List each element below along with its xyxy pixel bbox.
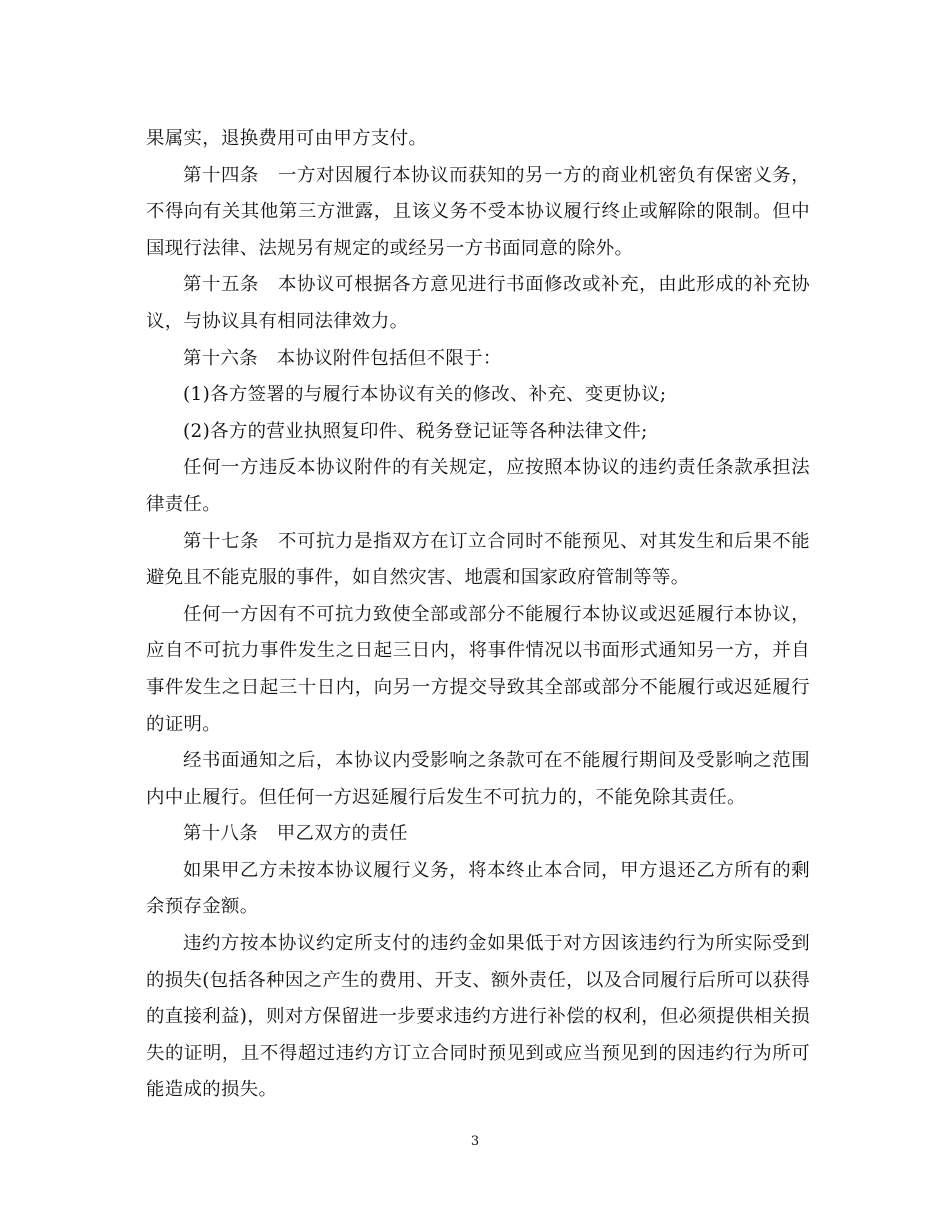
paragraph-continuation: 果属实，退换费用可由甲方支付。 [146, 128, 428, 149]
paragraph-attachment-liability: 任何一方违反本协议附件的有关规定，应按照本协议的违约责任条款承担法律责任。 [146, 457, 810, 515]
paragraph-force-majeure-notice: 任何一方因有不可抗力致使全部或部分不能履行本协议或迟延履行本协议，应自不可抗力事件发生之日起三日内，将事件情况以书面形式通知另一方，并自事件发生之日起三十日内，向另一方提交导致其全部或部分不能履行或迟延履行的证明。 [146, 603, 810, 735]
paragraph-article-18: 第十八条 甲乙双方的责任 [183, 823, 408, 845]
paragraph-article-16: 第十六条 本协议附件包括但不限于： [183, 347, 502, 369]
list-item-attachment-2: (2)各方的营业执照复印件、税务登记证等各种法律文件; [183, 420, 648, 442]
paragraph-article-15: 第十五条 本协议可根据各方意见进行书面修改或补充，由此形成的补充协议，与协议具有相同法律效力。 [146, 274, 810, 332]
paragraph-termination: 如果甲乙方未按本协议履行义务，将本终止本合同，甲方退还乙方所有的剩余预存金额。 [146, 859, 810, 918]
paragraph-force-majeure-suspension: 经书面通知之后，本协议内受影响之条款可在不能履行期间及受影响之范围内中止履行。但任何一方迟延履行后发生不可抗力的，不能免除其责任。 [146, 750, 810, 808]
paragraph-article-14: 第十四条 一方对因履行本协议而获知的另一方的商业机密负有保密义务，不得向有关其他第三方泄露，且该义务不受本协议履行终止或解除的限制。但中国现行法律、法规另有规定的或经另一方书面同意的除外。 [146, 164, 810, 259]
paragraph-compensation: 违约方按本协议约定所支付的违约金如果低于对方因该违约行为所实际受到的损失(包括各种因之产生的费用、开支、额外责任，以及合同履行后所可以获得的直接利益)，则对方保留进一步要求违约方进行补偿的权利，但必须提供相关损失的证明，且不得超过违约方订立合同时预见到或应当预见到的因违约行为所可能造成的损失。 [146, 933, 810, 1101]
page-number: 3 [470, 1134, 480, 1149]
list-item-attachment-1: (1)各方签署的与履行本协议有关的修改、补充、变更协议; [183, 384, 667, 406]
document-body [146, 121, 810, 1109]
paragraph-article-17: 第十七条 不可抗力是指双方在订立合同时不能预见、对其发生和后果不能避免且不能克服的事件，如自然灾害、地震和国家政府管制等等。 [146, 530, 810, 589]
